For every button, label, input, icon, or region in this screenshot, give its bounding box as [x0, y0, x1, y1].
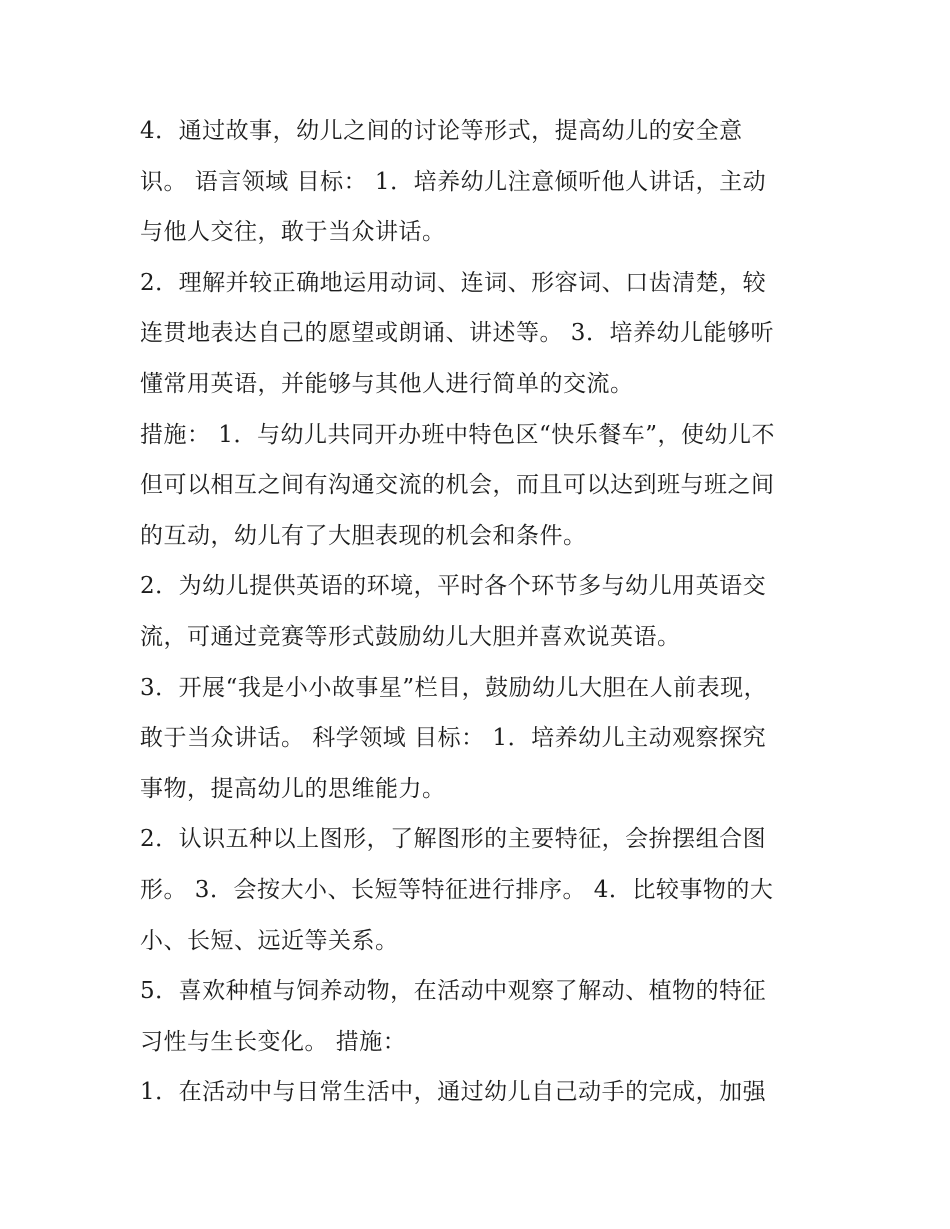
text-line: 连贯地表达自己的愿望或朗诵、讲述等。 3．培养幼儿能够听 — [140, 320, 774, 347]
text-line: 敢于当众讲话。 科学领域 目标： 1．培养幼儿主动观察探究 — [140, 725, 767, 752]
text-line: 识。 语言领域 目标： 1．培养幼儿注意倾听他人讲话，主动 — [140, 168, 767, 195]
text-line: 懂常用英语，并能够与其他人进行简单的交流。 — [140, 370, 634, 397]
text-line: 2．为幼儿提供英语的环境，平时各个环节多与幼儿用英语交 — [140, 573, 767, 600]
text-line: 的互动，幼儿有了大胆表现的机会和条件。 — [140, 522, 587, 549]
text-line: 流，可通过竞赛等形式鼓励幼儿大胆并喜欢说英语。 — [140, 623, 681, 650]
text-line: 5．喜欢种植与饲养动物，在活动中观察了解动、植物的特征 — [140, 978, 767, 1005]
text-line: 但可以相互之间有沟通交流的机会，而且可以达到班与班之间 — [140, 472, 775, 499]
text-line: 事物，提高幼儿的思维能力。 — [140, 775, 446, 802]
document-body — [140, 106, 820, 1118]
text-line: 形。 3．会按大小、长短等特征进行排序。 4．比较事物的大 — [140, 876, 774, 903]
text-line: 3．开展“我是小小故事星”栏目，鼓励幼儿大胆在人前表现， — [140, 674, 768, 701]
text-line: 2．认识五种以上图形，了解图形的主要特征，会拚摆组合图 — [140, 826, 767, 853]
text-line: 措施： 1．与幼儿共同开办班中特色区“快乐餐车”，使幼儿不 — [140, 421, 775, 448]
text-line: 4．通过故事，幼儿之间的讨论等形式，提高幼儿的安全意 — [140, 118, 743, 144]
text-line: 1．在活动中与日常生活中，通过幼儿自己动手的完成，加强 — [140, 1079, 767, 1106]
text-line: 小、长短、远近等关系。 — [140, 927, 399, 954]
text-line: 与他人交往，敢于当众讲话。 — [140, 219, 446, 246]
text-line: 2．理解并较正确地运用动词、连词、形容词、口齿清楚，较 — [140, 269, 767, 296]
text-line: 习性与生长变化。 措施： — [140, 1028, 407, 1055]
